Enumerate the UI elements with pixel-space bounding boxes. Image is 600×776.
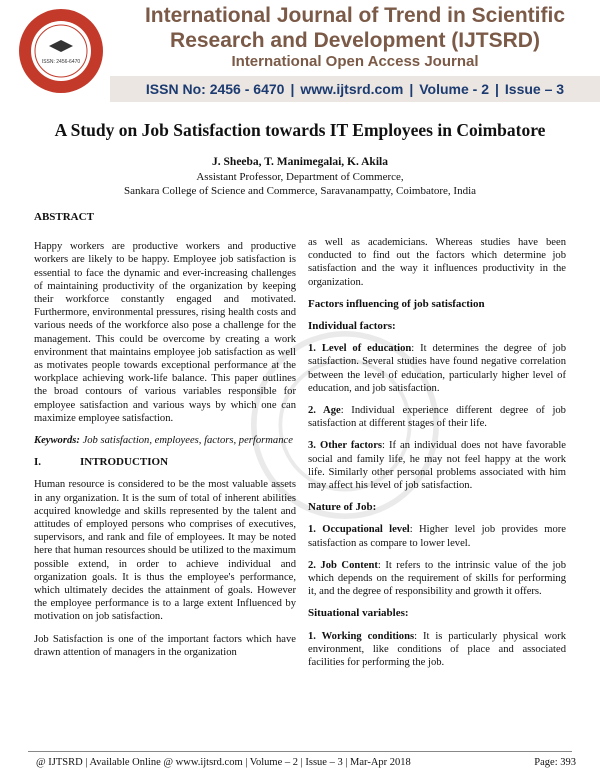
journal-website[interactable]: www.ijtsrd.com: [300, 81, 404, 97]
right-paragraph-1: as well as academicians. Whereas studies have been conducted to find out the factors which determine job satisfaction and the way it influences productivity in the organization.: [308, 237, 566, 288]
nature-occupational: [308, 523, 566, 549]
individual-factors-heading: Individual factors:: [308, 320, 396, 333]
factor-education: [308, 342, 566, 395]
factor-other-text: : If an individual does not have favorable social and family life, he may not feel happy at the work life. Similarly other personal problems associated with him may affect his level of job satisfaction.: [308, 440, 566, 492]
keywords-text: Job satisfaction, employees, factors, performance: [82, 435, 293, 447]
abstract-heading: ABSTRACT: [34, 211, 94, 223]
right-column: [308, 236, 566, 678]
nature-content-text: : It refers to the intrinsic value of the job which depends on the requirement of skills for performing it, and the degree of responsibility and growth it offers.: [308, 559, 566, 598]
introduction-title: INTRODUCTION: [80, 456, 169, 469]
abstract-text: Happy workers are productive workers and productive workers are likely to be happy. Employee job satisfaction is essential to face the dynamic and ever-increasing challenges of maintaining productivity of the organization by keeping their workforce constantly engaged and motivated. Furthermore, environmental pressures, rising health costs and various needs of the workforce also pose a challenge for the management. This could be overcome by creating a work environment that maintains employee job satisfaction as well as motivates people towards exceptional performance at the workplace achieving work-life balance. This paper outlines the broad contours of various variables responsible for employee satisfaction and various ways by which one can maximize employee satisfaction.: [34, 241, 296, 424]
journal-title-line1: International Journal of Trend in Scientific: [144, 4, 566, 27]
journal-title: [110, 3, 600, 53]
factor-other: [308, 439, 566, 492]
factor-age-text: : Individual experience different degree of job satisfaction at different stages of their life.: [308, 405, 566, 430]
nature-content-label: 2. Job Content: [308, 559, 378, 571]
factors-heading: Factors influencing of job satisfaction: [308, 297, 485, 310]
logo-issn-text: ISSN: 2456-6470: [41, 59, 81, 65]
situational-working-label: 1. Working conditions: [308, 630, 415, 642]
introduction-paragraph-1: Human resource is considered to be the most valuable assets in any organization. It is the sum of total of inherent abilities acquired knowledge and skills represented by the talent and attitudes of employed persons who comprises of executives, supervisors, and rank and file of employees. It may be noted here that human resources should be utilized to the maximum possible extend, in order to achieve individual and organization goals. It is thus the employee's performance, which ultimately decides the attainment of goals. However the employee performance is to a large extent Influenced by motivation on job satisfaction.: [34, 479, 296, 623]
nature-of-job-heading: Nature of Job:: [308, 501, 377, 514]
factor-education-label: 1. Level of education: [308, 343, 412, 355]
introduction-paragraph-2: Job Satisfaction is one of the important factors which have drawn attention of managers in the organization: [34, 633, 296, 658]
situational-working-conditions: [308, 630, 566, 670]
affiliation-line1: Assistant Professor, Department of Commerce,: [196, 171, 404, 183]
keywords: [34, 434, 296, 447]
nature-content: [308, 559, 566, 599]
paper-authors: J. Sheeba, T. Manimegalai, K. Akila: [212, 156, 388, 168]
page-footer: [36, 757, 576, 768]
footer-divider: [28, 751, 572, 752]
situational-heading: Situational variables:: [308, 607, 409, 620]
issn-number: ISSN No: 2456 - 6470: [145, 81, 285, 97]
factor-age: [308, 404, 566, 430]
journal-header: [0, 0, 600, 104]
factor-age-label: 2. Age: [308, 405, 341, 417]
journal-title-line2: Research and Development (IJTSRD): [170, 29, 540, 52]
affiliation-line2: Sankara College of Science and Commerce, Saravanampatty, Coimbatore, India: [123, 185, 477, 197]
situational-working-text: : It is particularly physical work environment, like conditions of place and associated facilities for performing the job.: [308, 630, 567, 669]
page-number: Page: 393: [534, 757, 576, 768]
keywords-label: Keywords:: [34, 435, 80, 447]
journal-logo: [18, 8, 104, 94]
open-access-label: International Open Access Journal: [231, 53, 479, 70]
nature-occupational-text: : Higher level job provides more satisfaction as compare to lower level.: [308, 524, 566, 549]
nature-occupational-label: 1. Occupational level: [308, 524, 410, 536]
factor-other-label: 3. Other factors: [308, 440, 383, 452]
issn-bar: ISSN No: 2456 - 6470 | www.ijtsrd.com | Volume - 2 | Issue – 3: [110, 76, 600, 102]
paper-title: A Study on Job Satisfaction towards IT Employees in Coimbatore: [54, 120, 546, 140]
issue-label: Issue – 3: [504, 81, 565, 97]
introduction-number: I.: [34, 456, 42, 469]
introduction-heading: [34, 456, 296, 469]
footer-text: @ IJTSRD | Available Online @ www.ijtsrd.com | Volume – 2 | Issue – 3 | Mar-Apr 2018: [36, 757, 411, 768]
volume-label: Volume - 2: [419, 81, 489, 97]
left-column: [34, 211, 296, 668]
factor-education-text: : It determines the degree of job satisfaction. Several studies have found negative correlation between the level of education, particularly higher level of education, and job satisfaction.: [308, 343, 566, 394]
